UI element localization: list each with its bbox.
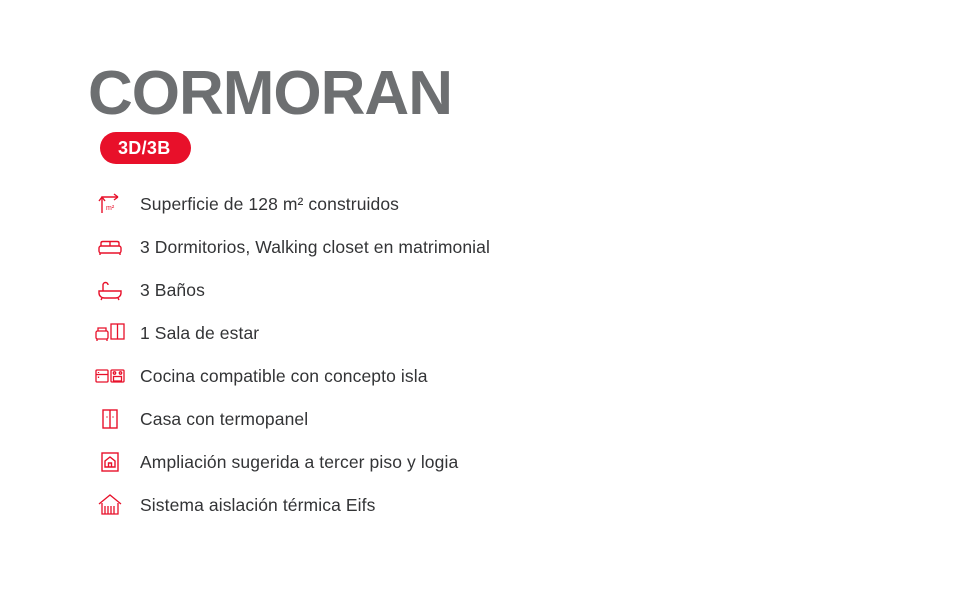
list-item-label: Superficie de 128 m² construidos	[140, 193, 400, 214]
list-item	[88, 483, 888, 526]
living-room-icon	[88, 316, 132, 350]
list-item-label: 3 Dormitorios, Walking closet en matrimonial	[140, 236, 490, 257]
list-item	[88, 440, 888, 483]
window-icon	[88, 402, 132, 436]
list-item-label: Ampliación sugerida a tercer piso y logia	[140, 451, 459, 472]
bathtub-icon	[88, 273, 132, 307]
feature-list	[88, 182, 888, 526]
status-badge: 3D/3B	[100, 132, 191, 164]
list-item-label: Casa con termopanel	[140, 408, 309, 429]
list-item	[88, 311, 888, 354]
page-title: CORMORAN	[88, 59, 452, 128]
bed-icon	[88, 230, 132, 264]
list-item	[88, 397, 888, 440]
list-item	[88, 354, 888, 397]
list-item-label: 3 Baños	[140, 279, 205, 300]
list-item	[88, 225, 888, 268]
list-item	[88, 182, 888, 225]
area-m2-icon	[88, 187, 132, 221]
list-item	[88, 268, 888, 311]
list-item-label: 1 Sala de estar	[140, 322, 260, 343]
kitchen-icon	[88, 359, 132, 393]
list-item-label: Cocina compatible con concepto isla	[140, 365, 428, 386]
svg-text:m²: m²	[106, 204, 115, 212]
list-item-label: Sistema aislación térmica Eifs	[140, 494, 376, 515]
house-expand-icon	[88, 445, 132, 479]
house-thermal-icon	[88, 488, 132, 522]
